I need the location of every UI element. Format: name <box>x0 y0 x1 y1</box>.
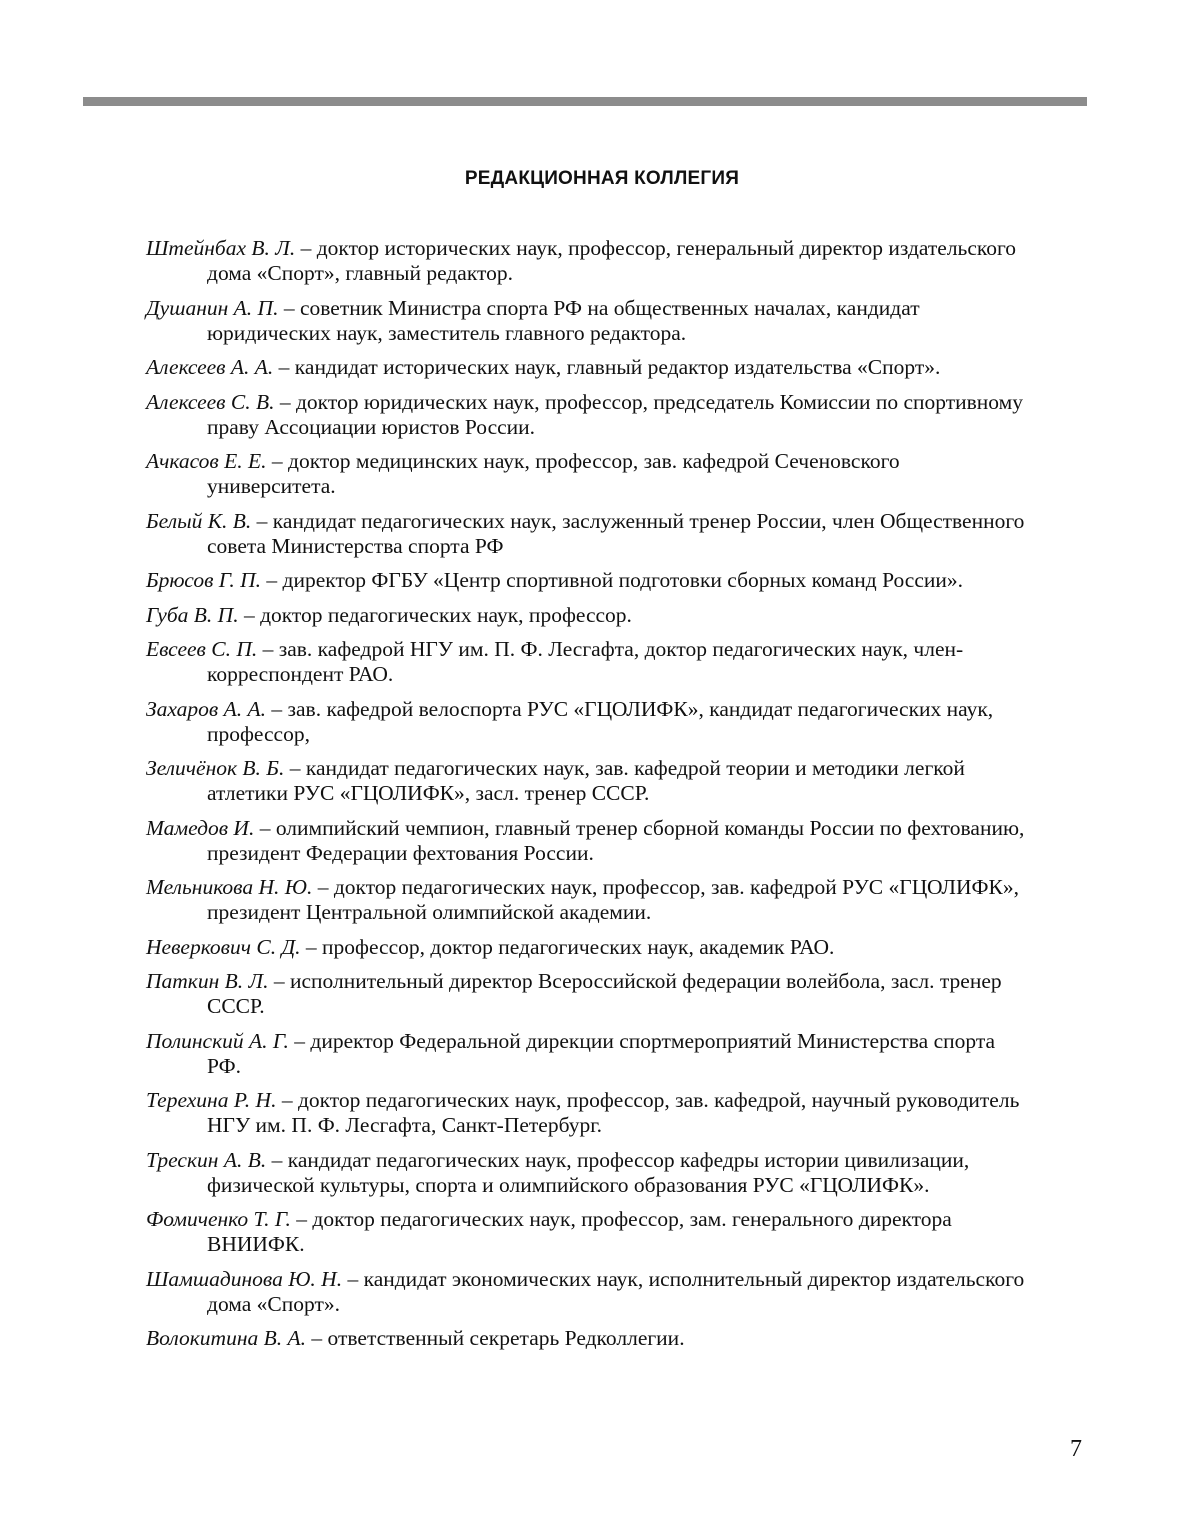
member-description: профессор, доктор педагогических наук, академик РАО. <box>322 934 835 959</box>
member-name: Евсеев С. П. <box>146 637 258 661</box>
name-separator: – <box>278 295 300 320</box>
member-name: Неверкович С. Д. <box>146 934 301 959</box>
board-member-entry <box>146 969 1031 1019</box>
member-name: Шамшадинова Ю. Н. <box>146 1266 343 1291</box>
board-member-entry <box>146 1029 1031 1079</box>
board-member-entry <box>146 1326 1031 1351</box>
board-member-entry <box>146 816 1031 866</box>
board-member-entry <box>146 1267 1031 1317</box>
board-member-entry <box>146 236 1031 286</box>
top-divider-rule <box>83 97 1087 106</box>
board-member-entry <box>146 355 1031 380</box>
editorial-board-list <box>146 236 1031 1361</box>
member-name: Терехина Р. Н. <box>146 1088 277 1112</box>
member-description: директор ФГБУ «Центр спортивной подготовки сборных команд России». <box>282 568 964 592</box>
member-name: Белый К. В. <box>146 508 252 533</box>
member-description: директор Федеральной дирекции спортмероприятий Министерства спорта РФ. <box>207 1028 996 1078</box>
member-description: советник Министра спорта РФ на общественных началах, кандидат юридических наук, заместитель главного редактора. <box>207 295 920 345</box>
member-name: Штейнбах В. Л. <box>146 236 296 260</box>
name-separator: – <box>251 508 273 533</box>
member-name: Волокитина В. А. <box>146 1326 307 1350</box>
name-separator: – <box>254 815 276 840</box>
name-separator: – <box>261 568 283 592</box>
member-name: Душанин А. П. <box>146 295 279 320</box>
board-member-entry <box>146 390 1031 440</box>
member-description: исполнительный директор Всероссийской федерации волейбола, засл. тренер СССР. <box>207 969 1002 1018</box>
member-description: кандидат исторических наук, главный редактор издательства «Спорт». <box>294 355 941 379</box>
member-description: кандидат педагогических наук, заслуженный тренер России, член Общественного совета Министерства спорта РФ <box>207 508 1025 558</box>
member-description: доктор педагогических наук, профессор, зав. кафедрой, научный руководитель НГУ им. П. Ф. Лесгафта, Санкт-Петербург. <box>207 1088 1020 1137</box>
board-member-entry <box>146 637 1031 687</box>
member-name: Алексеев С. В. <box>146 389 275 414</box>
member-name: Захаров А. А. <box>146 696 267 721</box>
name-separator: – <box>284 756 306 780</box>
board-member-entry <box>146 875 1031 925</box>
board-member-entry <box>146 1088 1031 1138</box>
member-description: кандидат педагогических наук, зав. кафедрой теории и методики легкой атлетики РУС «ГЦОЛИФК», засл. тренер СССР. <box>207 756 965 805</box>
member-description: доктор юридических наук, профессор, председатель Комиссии по спортивному праву Ассоциации юристов России. <box>207 389 1023 439</box>
page-heading: РЕДАКЦИОННАЯ КОЛЛЕГИЯ <box>464 168 740 189</box>
name-separator: – <box>312 875 334 899</box>
name-separator: – <box>295 236 317 260</box>
member-name: Мельникова Н. Ю. <box>146 875 313 899</box>
member-name: Алексеев А. А. <box>146 355 274 379</box>
member-description: зав. кафедрой НГУ им. П. Ф. Лесгафта, доктор педагогических наук, член-корреспондент РАО. <box>207 637 964 686</box>
member-description: доктор исторических наук, профессор, генеральный директор издательского дома «Спорт», главный редактор. <box>207 236 1017 285</box>
board-member-entry <box>146 1207 1031 1257</box>
board-member-entry <box>146 568 1031 593</box>
member-name: Трескин А. В. <box>146 1147 267 1172</box>
board-member-entry <box>146 756 1031 806</box>
member-name: Паткин В. Л. <box>146 969 269 993</box>
name-separator: – <box>257 637 279 661</box>
member-name: Полинский А. Г. <box>146 1028 289 1053</box>
member-description: олимпийский чемпион, главный тренер сборной команды России по фехтованию, президент Федерации фехтования России. <box>207 815 1025 865</box>
board-member-entry <box>146 1148 1031 1198</box>
name-separator: – <box>266 449 289 473</box>
member-name: Фомиченко Т. Г. <box>146 1207 291 1231</box>
board-member-entry <box>146 449 1031 499</box>
name-separator: – <box>273 355 295 379</box>
member-name: Губа В. П. <box>146 602 239 627</box>
member-description: доктор педагогических наук, профессор. <box>260 602 632 627</box>
board-member-entry <box>146 697 1031 747</box>
board-member-entry <box>146 603 1031 628</box>
name-separator: – <box>288 1028 311 1053</box>
name-separator: – <box>290 1207 313 1231</box>
member-description: зав. кафедрой велоспорта РУС «ГЦОЛИФК», кандидат педагогических наук, профессор, <box>207 696 994 746</box>
name-separator: – <box>266 1147 288 1172</box>
member-description: доктор медицинских наук, профессор, зав. кафедрой Сеченовского университета. <box>207 449 900 498</box>
member-name: Ачкасов Е. Е. <box>146 449 267 473</box>
name-separator: – <box>266 696 288 721</box>
board-member-entry <box>146 509 1031 559</box>
member-description: кандидат экономических наук, исполнительный директор издательского дома «Спорт». <box>207 1266 1025 1316</box>
page-number: 7 <box>1070 1436 1082 1462</box>
board-member-entry <box>146 296 1031 346</box>
member-description: ответственный секретарь Редколлегии. <box>327 1326 685 1350</box>
member-description: доктор педагогических наук, профессор, зав. кафедрой РУС «ГЦОЛИФК», президент Центральной олимпийской академии. <box>207 875 1019 924</box>
name-separator: – <box>268 969 290 993</box>
member-description: кандидат педагогических наук, профессор кафедры истории цивилизации, физической культуры, спорта и олимпийского образования РУС «ГЦОЛИФК». <box>207 1147 970 1197</box>
member-name: Зеличёнок В. Б. <box>146 756 285 780</box>
name-separator: – <box>342 1266 364 1291</box>
member-description: доктор педагогических наук, профессор, зам. генерального директора ВНИИФК. <box>207 1207 952 1256</box>
name-separator: – <box>306 1326 328 1350</box>
name-separator: – <box>276 1088 298 1112</box>
member-name: Брюсов Г. П. <box>146 568 262 592</box>
name-separator: – <box>238 602 261 627</box>
board-member-entry <box>146 935 1031 960</box>
member-name: Мамедов И. <box>146 815 255 840</box>
name-separator: – <box>274 389 296 414</box>
name-separator: – <box>300 934 323 959</box>
